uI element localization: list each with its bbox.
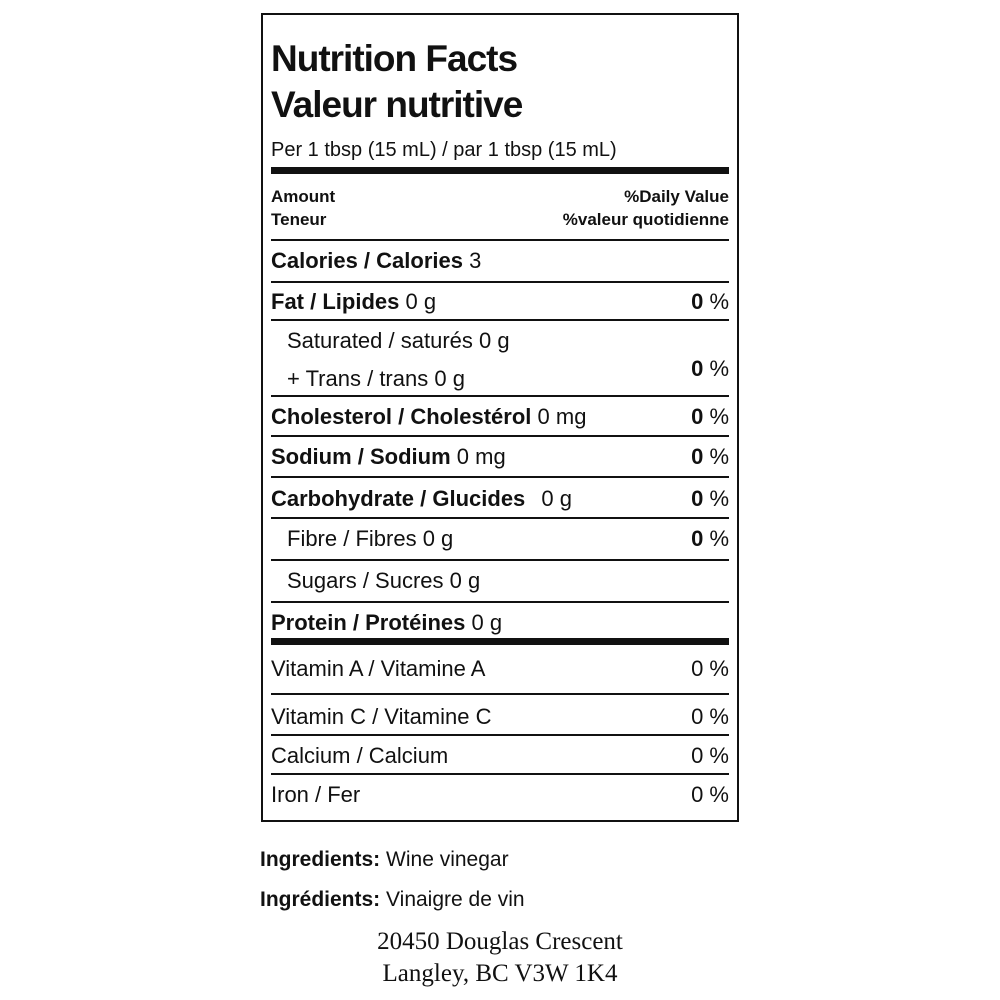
vitamin-c-dv: 0 %	[691, 704, 729, 729]
carbohydrate-row	[271, 486, 572, 512]
sodium-dv: 0 %	[691, 444, 729, 469]
fat-value: 0 g	[405, 289, 437, 314]
sodium-label: Sodium / Sodium	[271, 444, 451, 469]
vitamin-c-label: Vitamin C / Vitamine C	[271, 704, 492, 729]
ingredients-fr-label: Ingrédients:	[260, 888, 381, 911]
sodium-row	[271, 444, 506, 470]
divider	[271, 239, 729, 241]
ingredients-fr	[260, 888, 525, 912]
trans-label: + Trans / trans 0 g	[287, 366, 465, 391]
fat-row	[271, 289, 436, 315]
ingredients-en	[260, 848, 509, 872]
address-line-1: 20450 Douglas Crescent	[377, 928, 623, 955]
fat-dv: 0 %	[691, 289, 729, 314]
daily-value-header: %Daily Value	[624, 187, 729, 206]
sodium-value: 0 mg	[456, 444, 506, 469]
carbohydrate-dv: 0 %	[691, 486, 729, 511]
divider	[271, 559, 729, 561]
ingredients-fr-text: Vinaigre de vin	[386, 888, 525, 911]
divider	[271, 476, 729, 478]
thick-divider	[271, 638, 729, 645]
thick-divider	[271, 167, 729, 174]
protein-row	[271, 610, 502, 636]
iron-dv: 0 %	[691, 782, 729, 807]
cholesterol-row	[271, 404, 586, 430]
vitamin-a-dv: 0 %	[691, 656, 729, 681]
amount-header: Amount	[271, 187, 336, 206]
iron-label: Iron / Fer	[271, 782, 361, 807]
saturated-label: Saturated / saturés 0 g	[287, 328, 510, 353]
fat-label: Fat / Lipides	[271, 289, 400, 314]
carbohydrate-label: Carbohydrate / Glucides	[271, 486, 526, 511]
calcium-label: Calcium / Calcium	[271, 743, 449, 768]
divider	[271, 517, 729, 519]
cholesterol-value: 0 mg	[537, 404, 587, 429]
calories-value: 3	[469, 248, 482, 273]
calories-label: Calories / Calories	[271, 248, 463, 273]
protein-value: 0 g	[471, 610, 503, 635]
address-line-2: Langley, BC V3W 1K4	[382, 960, 618, 987]
title-fr: Valeur nutritive	[271, 84, 523, 125]
ingredients-en-label: Ingredients:	[260, 848, 381, 871]
divider	[271, 281, 729, 283]
protein-label: Protein / Protéines	[271, 610, 466, 635]
divider	[271, 395, 729, 397]
nutrition-facts-table	[261, 13, 739, 822]
calcium-dv: 0 %	[691, 743, 729, 768]
calories-row	[271, 248, 481, 274]
divider	[271, 734, 729, 736]
serving-size: Per 1 tbsp (15 mL) / par 1 tbsp (15 mL)	[271, 139, 617, 161]
carbohydrate-value: 0 g	[541, 486, 573, 511]
fibre-dv: 0 %	[691, 526, 729, 551]
ingredients-en-text: Wine vinegar	[386, 848, 509, 871]
amount-header-fr: Teneur	[271, 210, 327, 229]
cholesterol-dv: 0 %	[691, 404, 729, 429]
divider	[271, 601, 729, 603]
divider	[271, 319, 729, 321]
cholesterol-label: Cholesterol / Cholestérol	[271, 404, 532, 429]
divider	[271, 693, 729, 695]
divider	[271, 435, 729, 437]
divider	[271, 773, 729, 775]
title-en: Nutrition Facts	[271, 38, 518, 79]
vitamin-a-label: Vitamin A / Vitamine A	[271, 656, 486, 681]
saturated-trans-dv: 0 %	[691, 356, 729, 381]
sugars-label: Sugars / Sucres 0 g	[287, 568, 481, 593]
fibre-label: Fibre / Fibres 0 g	[287, 526, 454, 551]
daily-value-header-fr: %valeur quotidienne	[562, 210, 729, 229]
